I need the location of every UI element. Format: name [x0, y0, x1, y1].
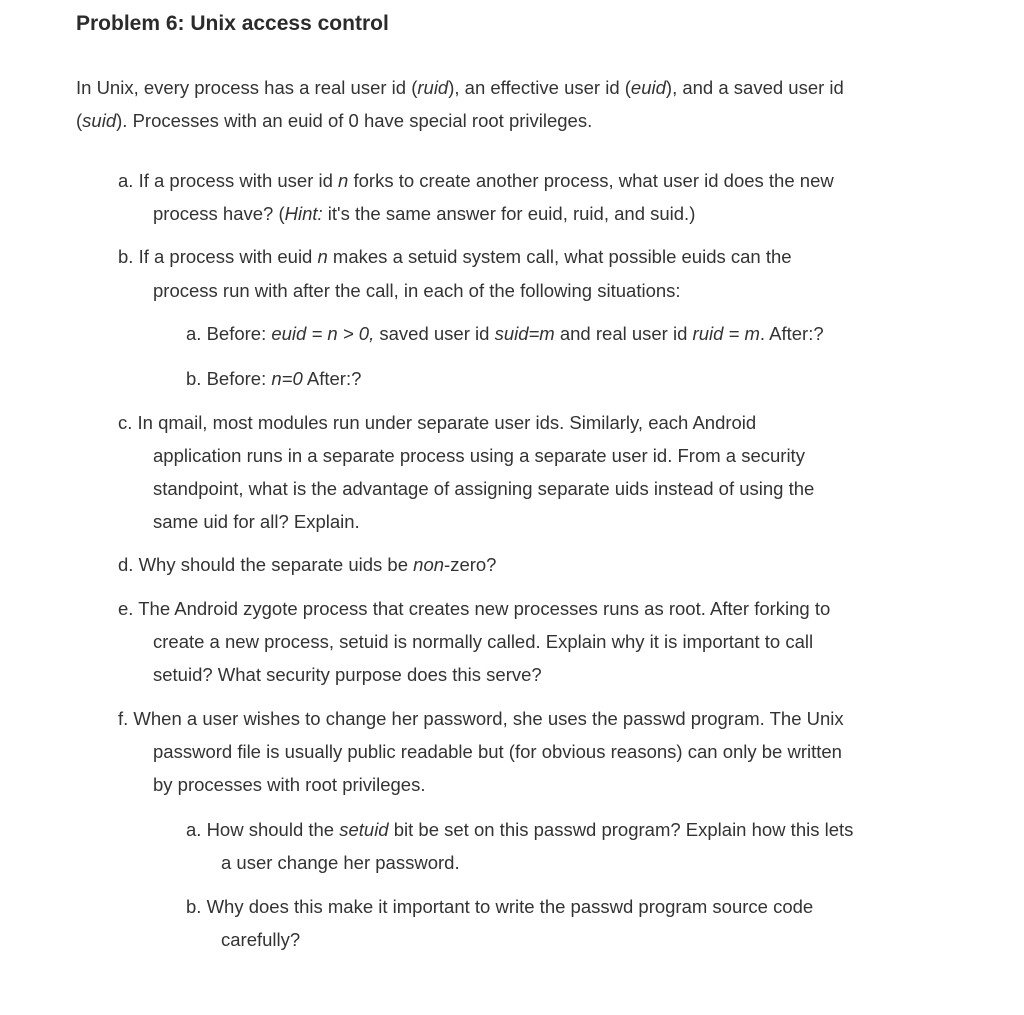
question-d [118, 553, 496, 577]
question-e-line-3: setuid? What security purpose does this serve? [153, 664, 542, 685]
question-text: b. If a process with euid [118, 246, 318, 267]
question-e-line-1: e. The Android zygote process that creates new processes runs as root. After forking to [118, 598, 831, 619]
question-e-line-2: create a new process, setuid is normally called. Explain why it is important to call [153, 631, 814, 652]
question-f-line-2: password file is usually public readable but (for obvious reasons) can only be written [153, 741, 842, 762]
question-text: bit be set on this passwd program? Explain how this lets [388, 819, 854, 840]
intro-text: ). Processes with an euid of 0 have special root privileges. [116, 110, 593, 131]
intro-text: ( [76, 110, 83, 131]
question-c-line-4: same uid for all? Explain. [153, 511, 360, 532]
question-b-line-1 [118, 245, 792, 269]
question-c-line-1: c. In qmail, most modules run under separate user ids. Similarly, each Android [118, 412, 757, 433]
question-c-line-3: standpoint, what is the advantage of assigning separate uids instead of using the [153, 478, 815, 499]
question-a-line-2 [153, 202, 695, 226]
question-text: makes a setuid system call, what possible euids can the [327, 246, 792, 267]
question-text: a. Before: [186, 323, 272, 344]
var-n: n [317, 246, 328, 267]
question-text: forks to create another process, what user id does the new [348, 170, 834, 191]
expr-ruid: ruid = m [692, 323, 760, 344]
question-f-line-3: by processes with root privileges. [153, 774, 426, 795]
question-text: process have? ( [153, 203, 285, 224]
intro-text: In Unix, every process has a real user id ( [76, 77, 418, 98]
question-text: d. Why should the separate uids be [118, 554, 414, 575]
question-text: b. Before: [186, 368, 272, 389]
expr-euid: euid = n > 0, [271, 323, 375, 344]
var-n: n [338, 170, 349, 191]
term-setuid: setuid [339, 819, 389, 840]
question-text: saved user id [374, 323, 495, 344]
term-ruid: ruid [417, 77, 449, 98]
question-text: a. If a process with user id [118, 170, 339, 191]
question-text: -zero? [444, 554, 497, 575]
intro-line-1 [76, 76, 844, 100]
subquestion-f-b-line-2: carefully? [221, 929, 301, 950]
subquestion-b-a [186, 322, 824, 346]
hint-label: Hint: [284, 203, 323, 224]
term-suid: suid [82, 110, 117, 131]
question-text: After:? [302, 368, 362, 389]
question-f-line-1: f. When a user wishes to change her password, she uses the passwd program. The Unix [118, 708, 844, 729]
question-text: and real user id [554, 323, 693, 344]
question-text: a. How should the [186, 819, 340, 840]
intro-text: ), an effective user id ( [448, 77, 631, 98]
intro-text: ), and a saved user id [665, 77, 844, 98]
subquestion-f-a-line-2: a user change her password. [221, 852, 460, 873]
emphasis-non: non [413, 554, 445, 575]
question-a-line-1 [118, 169, 834, 193]
question-text: . After:? [759, 323, 824, 344]
subquestion-b-b [186, 367, 361, 391]
question-b-line-2: process run with after the call, in each of the following situations: [153, 280, 681, 301]
intro-line-2 [76, 109, 592, 133]
subquestion-f-b-line-1: b. Why does this make it important to write the passwd program source code [186, 896, 814, 917]
page-title: Problem 6: Unix access control [76, 12, 389, 35]
expr-suid: suid=m [494, 323, 555, 344]
term-euid: euid [630, 77, 666, 98]
expr-n: n=0 [271, 368, 303, 389]
subquestion-f-a-line-1 [186, 818, 853, 842]
question-c-line-2: application runs in a separate process using a separate user id. From a security [153, 445, 805, 466]
question-text: it's the same answer for euid, ruid, and suid.) [322, 203, 696, 224]
